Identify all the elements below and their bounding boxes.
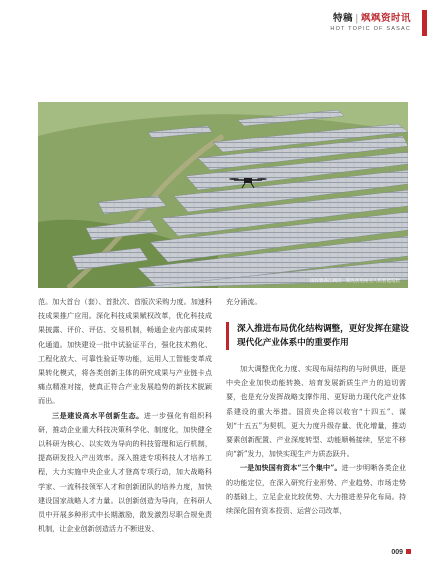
paragraph-lead: 三是建设高水平创新生态。	[52, 410, 144, 420]
page-number-marker	[406, 549, 411, 554]
section-heading: 深入推进布局优化结构调整，更好发挥在建设现代化产业体系中的重要作用	[226, 322, 417, 350]
photo-caption: 国投雅砻江两河一期光伏电站无人机智能巡检	[310, 278, 400, 283]
header-title: 特稿 | 飒飒资时讯	[333, 13, 411, 24]
section-name: 飒飒资时讯	[360, 13, 411, 24]
column-name: 特稿	[333, 13, 354, 24]
right-text-column	[226, 362, 406, 518]
paragraph-body: 进一步强化有组织科研，推动企业重大科技决策科学化、制度化，加快健全以科研为核心、以实效为导向的科技管理和运行机制，提高研发投入产出效率。深入推进专项科技人才培养工程，大力实施中央企业人才登高专项行动，加大战略科学家、一流科技领军人才和创新团队的培养力度，加快建设国家战略人才力量。以创新创造为导向，在科研人员中开展多种形式中长期激励，散发激烈尽职合规免责机制，让企业创新创造活力不断迸发、	[38, 410, 213, 534]
paragraph	[38, 409, 212, 537]
page-number: 009	[391, 549, 403, 556]
paragraph: 范。加大首台（套）、首批次、首版次采购力度。加速科技成果推广应用。深化科技成果赋权改革，优化科技成果披露、评价、评估、交易机制，畅通企业内部成果转化通道。加快建设一批中试验证平台，强化技术熟化、工程化放大、可靠性验证等功能，运用人工智能变革成果转化模式，将各类创新主体的研究成果与产业链卡点痛点精准对接，使真正符合产业发展趋势的新技术脱颖而出。	[38, 297, 212, 406]
paragraph: 充分涌流。	[226, 297, 262, 306]
right-text-top	[226, 295, 406, 309]
header-accent-bar	[422, 10, 427, 36]
paragraph	[226, 461, 406, 518]
header-subtitle: HOT TOPIC OF SASAC	[330, 26, 411, 32]
left-text-column	[38, 295, 212, 536]
solar-farm-photo	[38, 102, 408, 288]
paragraph: 加大调整优化力度、实现布局结构的与时俱进，既是中央企业加快动能转换、培育发展新质生产力的迫切需要，也是充分发挥战略支撑作用、更好助力现代化产业体系建设的重大举措。国资央企将以收官“十四五”、谋划“十五五”为契机，更大力度升级存量、优化增量，推动要素创新配置、产业深度转型、动能顺畅接续，坚定不移向“新”发力，加快实现生产力质态跃升。	[226, 364, 406, 459]
paragraph-lead: 一是加快国有资本“三个集中”。	[240, 463, 342, 473]
paragraph-body: 进一步明晰各类企业的功能定位，在深入研究行业形势、产业趋势、市场走势的基础上，立足企业比较优势、大力推进差异化布局。持续深化国有资本投资、运营公司改革，	[226, 463, 406, 516]
photo-illustration	[38, 102, 408, 288]
running-header	[330, 10, 411, 32]
